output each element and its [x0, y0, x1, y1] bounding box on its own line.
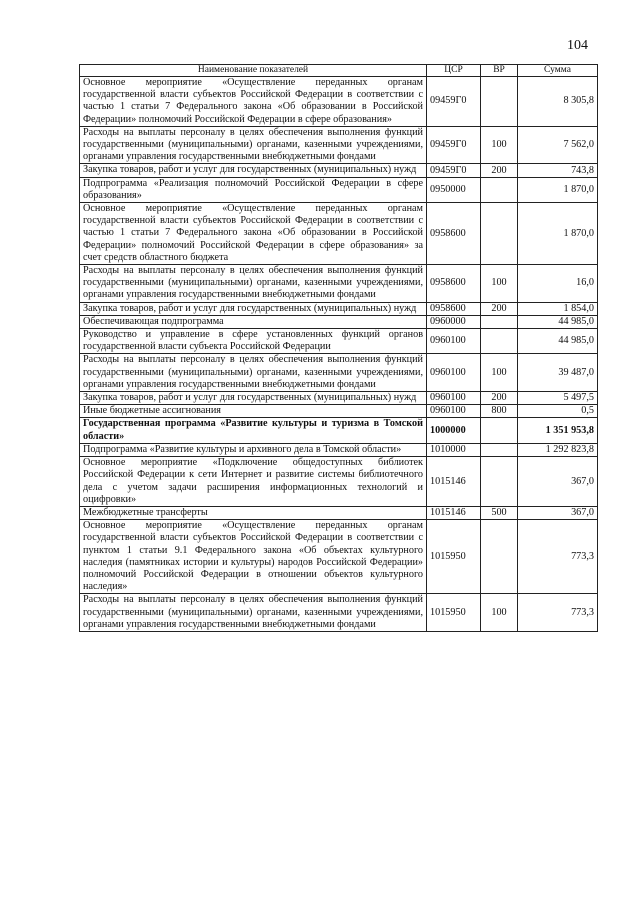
- page-number: 104: [567, 38, 588, 53]
- row-vr-cell: [481, 177, 518, 202]
- row-csr-cell: 1015950: [427, 594, 481, 632]
- row-sum-cell: 44 985,0: [518, 315, 598, 328]
- row-csr-cell: 0960100: [427, 329, 481, 354]
- row-vr-cell: 500: [481, 506, 518, 519]
- row-sum-cell: 773,3: [518, 594, 598, 632]
- row-csr-cell: 0960000: [427, 315, 481, 328]
- table-row: [80, 302, 598, 315]
- row-sum-cell: 367,0: [518, 457, 598, 507]
- row-name-cell: Расходы на выплаты персоналу в целях обеспечения выполнения функций государственными (муниципальными) органами, казенными учреждениями, органами управления государственными внебюджетными фондами: [80, 265, 427, 303]
- row-name-cell: Основное мероприятие «Осуществление переданных органам государственной власти субъектов Российской Федерации в соответствии с пунктом 1 статьи 9.1 Федерального закона «Об объектах культурного наследия (памятниках истории и культуры) народов Российской Федерации» полномочий Российской Федерации в отношении объектов культурного наследия»: [80, 520, 427, 594]
- row-name-cell: Иные бюджетные ассигнования: [80, 405, 427, 418]
- row-sum-cell: 1 292 823,8: [518, 443, 598, 456]
- table-row: [80, 203, 598, 265]
- row-csr-cell: 0960100: [427, 405, 481, 418]
- table-row: [80, 177, 598, 202]
- row-csr-cell: 1015146: [427, 506, 481, 519]
- row-name-cell: Межбюджетные трансферты: [80, 506, 427, 519]
- table-row: [80, 354, 598, 392]
- header-csr: ЦСР: [427, 65, 481, 77]
- row-vr-cell: 100: [481, 126, 518, 164]
- table-row: [80, 77, 598, 127]
- row-sum-cell: 1 351 953,8: [518, 418, 598, 443]
- table-row: [80, 329, 598, 354]
- row-name-cell: Руководство и управление в сфере установленных функций органов государственной власти субъекта Российской Федерации: [80, 329, 427, 354]
- row-name-cell: Закупка товаров, работ и услуг для государственных (муниципальных) нужд: [80, 302, 427, 315]
- row-sum-cell: 743,8: [518, 164, 598, 177]
- row-csr-cell: 1010000: [427, 443, 481, 456]
- row-csr-cell: 0958600: [427, 302, 481, 315]
- table-row: [80, 506, 598, 519]
- table-row: [80, 520, 598, 594]
- row-sum-cell: 16,0: [518, 265, 598, 303]
- table-row: [80, 405, 598, 418]
- row-name-cell: Закупка товаров, работ и услуг для государственных (муниципальных) нужд: [80, 392, 427, 405]
- row-name-cell: Основное мероприятие «Подключение общедоступных библиотек Российской Федерации к сети Интернет и развитие системы библиотечного дела с учетом задачи расширения информационных технологий и оцифровки»: [80, 457, 427, 507]
- table-row: [80, 126, 598, 164]
- row-name-cell: Расходы на выплаты персоналу в целях обеспечения выполнения функций государственными (муниципальными) органами, казенными учреждениями, органами управления государственными внебюджетными фондами: [80, 594, 427, 632]
- table-row: [80, 594, 598, 632]
- row-vr-cell: [481, 77, 518, 127]
- row-vr-cell: [481, 418, 518, 443]
- row-sum-cell: 44 985,0: [518, 329, 598, 354]
- table-row: [80, 164, 598, 177]
- row-vr-cell: [481, 443, 518, 456]
- row-sum-cell: 7 562,0: [518, 126, 598, 164]
- row-name-cell: Расходы на выплаты персоналу в целях обеспечения выполнения функций государственными (муниципальными) органами, казенными учреждениями, органами управления государственными внебюджетными фондами: [80, 126, 427, 164]
- row-name-cell: Закупка товаров, работ и услуг для государственных (муниципальных) нужд: [80, 164, 427, 177]
- row-vr-cell: [481, 203, 518, 265]
- row-sum-cell: 1 870,0: [518, 177, 598, 202]
- row-name-cell: Государственная программа «Развитие культуры и туризма в Томской области»: [80, 418, 427, 443]
- row-csr-cell: 1015950: [427, 520, 481, 594]
- row-sum-cell: 0,5: [518, 405, 598, 418]
- row-name-cell: Расходы на выплаты персоналу в целях обеспечения выполнения функций государственными (муниципальными) органами, казенными учреждениями, органами управления государственными внебюджетными фондами: [80, 354, 427, 392]
- row-vr-cell: 200: [481, 302, 518, 315]
- row-csr-cell: 1000000: [427, 418, 481, 443]
- row-vr-cell: 100: [481, 594, 518, 632]
- table-row: [80, 392, 598, 405]
- row-sum-cell: 5 497,5: [518, 392, 598, 405]
- table-row: [80, 443, 598, 456]
- row-csr-cell: 0950000: [427, 177, 481, 202]
- row-vr-cell: 200: [481, 164, 518, 177]
- table-row: [80, 457, 598, 507]
- row-sum-cell: 367,0: [518, 506, 598, 519]
- header-name: Наименование показателей: [80, 65, 427, 77]
- row-sum-cell: 1 870,0: [518, 203, 598, 265]
- row-csr-cell: 0958600: [427, 203, 481, 265]
- row-vr-cell: 800: [481, 405, 518, 418]
- row-csr-cell: 09459Г0: [427, 77, 481, 127]
- row-name-cell: Основное мероприятие «Осуществление переданных органам государственной власти субъектов Российской Федерации в соответствии с частью 1 статьи 7 Федерального закона «Об образовании в Российской Федерации» полномочий Российской Федерации в сфере образования»: [80, 77, 427, 127]
- table-header-row: [80, 65, 598, 77]
- row-csr-cell: 1015146: [427, 457, 481, 507]
- row-csr-cell: 0960100: [427, 392, 481, 405]
- table-row: [80, 265, 598, 303]
- row-vr-cell: [481, 315, 518, 328]
- row-vr-cell: [481, 457, 518, 507]
- row-vr-cell: 200: [481, 392, 518, 405]
- row-sum-cell: 773,3: [518, 520, 598, 594]
- table-row: [80, 315, 598, 328]
- header-sum: Сумма: [518, 65, 598, 77]
- row-vr-cell: 100: [481, 354, 518, 392]
- row-sum-cell: 1 854,0: [518, 302, 598, 315]
- budget-table: [79, 64, 598, 632]
- table-row: [80, 418, 598, 443]
- row-name-cell: Основное мероприятие «Осуществление переданных органам государственной власти субъектов Российской Федерации в соответствии с частью 1 статьи 7 Федерального закона «Об образовании в Российской Федерации» полномочий Российской Федерации в сфере образования» за счет средств областного бюджета: [80, 203, 427, 265]
- row-name-cell: Подпрограмма «Реализация полномочий Российской Федерации в сфере образования»: [80, 177, 427, 202]
- row-csr-cell: 0958600: [427, 265, 481, 303]
- row-vr-cell: [481, 329, 518, 354]
- row-vr-cell: 100: [481, 265, 518, 303]
- row-vr-cell: [481, 520, 518, 594]
- row-sum-cell: 39 487,0: [518, 354, 598, 392]
- row-csr-cell: 0960100: [427, 354, 481, 392]
- row-csr-cell: 09459Г0: [427, 164, 481, 177]
- header-vr: ВР: [481, 65, 518, 77]
- row-name-cell: Обеспечивающая подпрограмма: [80, 315, 427, 328]
- row-name-cell: Подпрограмма «Развитие культуры и архивного дела в Томской области»: [80, 443, 427, 456]
- row-csr-cell: 09459Г0: [427, 126, 481, 164]
- row-sum-cell: 8 305,8: [518, 77, 598, 127]
